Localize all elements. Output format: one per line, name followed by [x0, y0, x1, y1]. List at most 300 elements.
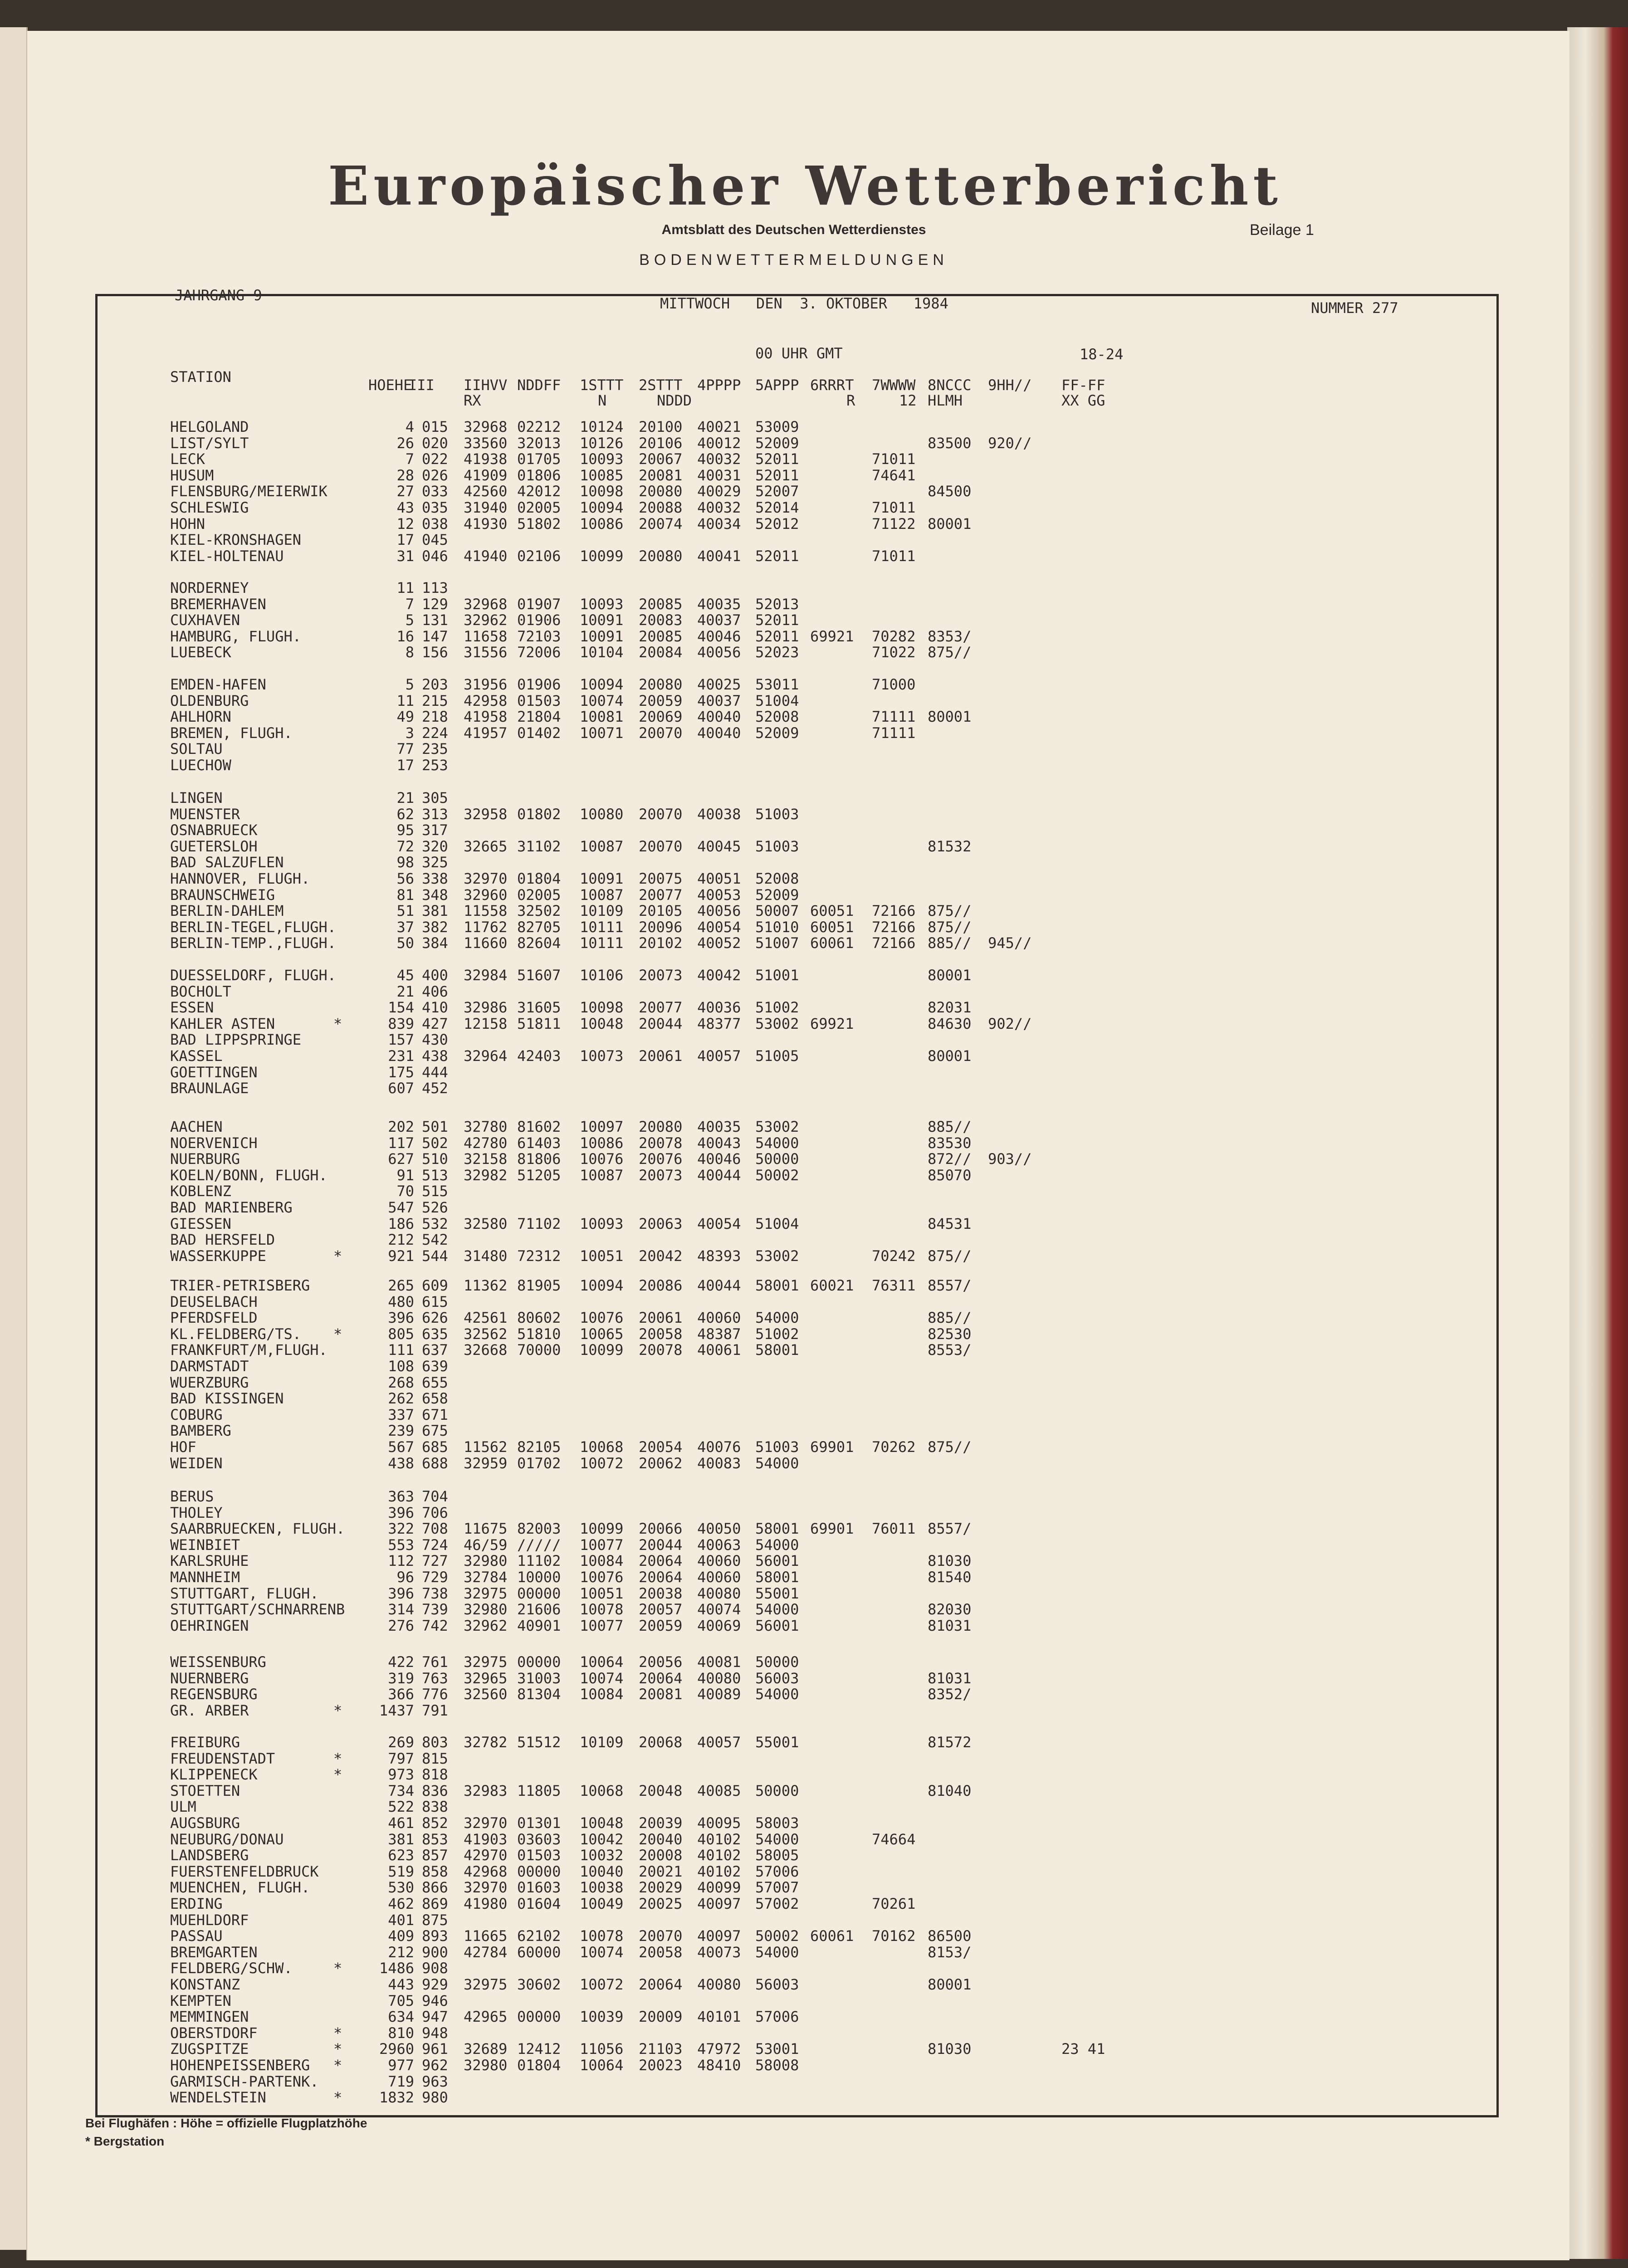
group-nddff: 42012	[517, 483, 561, 500]
station-number: 320	[422, 838, 448, 855]
group-nddff: 71102	[517, 1215, 561, 1232]
group-nddff: 61403	[517, 1134, 561, 1152]
group-7wwww: 70242	[872, 1247, 916, 1265]
column-subheader: 12	[899, 392, 917, 409]
group-8nccc: 8352/	[928, 1686, 972, 1703]
group-4pppp: 40046	[697, 628, 741, 645]
group-1sttt: 10086	[580, 1134, 624, 1152]
group-8nccc: 83530	[928, 1134, 972, 1152]
station-number: 658	[422, 1390, 448, 1407]
elevation: 91	[396, 1167, 414, 1184]
group-4pppp: 40080	[697, 1670, 741, 1687]
group-1sttt: 10077	[580, 1617, 624, 1634]
group-4pppp: 40038	[697, 806, 741, 823]
elevation: 401	[388, 1911, 414, 1929]
group-iihvv: 32970	[464, 1879, 508, 1896]
group-nddff: 00000	[517, 2008, 561, 2025]
station-number: 803	[422, 1734, 448, 1751]
group-4pppp: 40080	[697, 1976, 741, 1993]
group-4pppp: 40051	[697, 870, 741, 887]
group-1sttt: 10074	[580, 692, 624, 709]
group-7wwww: 71111	[872, 708, 916, 725]
group-nddff: 81304	[517, 1686, 561, 1703]
group-1sttt: 10093	[580, 450, 624, 468]
group-2sttt: 20058	[639, 1325, 683, 1343]
group-4pppp: 40099	[697, 1879, 741, 1896]
group-5appp: 50000	[755, 1782, 799, 1799]
station-name: BREMEN, FLUGH.	[170, 724, 293, 742]
group-1sttt: 10085	[580, 467, 624, 484]
group-iihvv: 42970	[464, 1847, 508, 1864]
group-2sttt: 20080	[639, 483, 683, 500]
station-number: 513	[422, 1167, 448, 1184]
group-1sttt: 10051	[580, 1585, 624, 1602]
elevation: 45	[396, 967, 414, 984]
group-5appp: 56003	[755, 1976, 799, 1993]
station-name: LIST/SYLT	[170, 435, 249, 452]
station-number: 325	[422, 854, 448, 871]
elevation: 49	[396, 708, 414, 725]
group-nddff: 31605	[517, 999, 561, 1016]
group-2sttt: 20102	[639, 934, 683, 952]
group-nddff: 30602	[517, 1976, 561, 1993]
group-1sttt: 10077	[580, 1536, 624, 1554]
group-4pppp: 40035	[697, 1118, 741, 1135]
station-number: 348	[422, 886, 448, 904]
group-8nccc: 8353/	[928, 628, 972, 645]
group-4pppp: 47972	[697, 2040, 741, 2058]
elevation: 409	[388, 1927, 414, 1945]
page-title: Europäischer Wetterbericht	[328, 154, 1282, 217]
issue-date: MITTWOCH DEN 3. OKTOBER 1984	[660, 295, 948, 312]
group-4pppp: 40085	[697, 1782, 741, 1799]
station-name: LECK	[170, 450, 205, 468]
column-header: 7WWWW	[872, 376, 916, 394]
group-9hh: 902//	[988, 1015, 1032, 1032]
group-iihvv: 11658	[464, 628, 508, 645]
station-name: BAD HERSFELD	[170, 1231, 275, 1248]
group-5appp: 50007	[755, 902, 799, 919]
elevation: 202	[388, 1118, 414, 1135]
elevation: 607	[388, 1080, 414, 1097]
elevation: 21	[396, 789, 414, 807]
book-spine	[1567, 27, 1628, 2259]
group-nddff: 00000	[517, 1585, 561, 1602]
group-1sttt: 10111	[580, 934, 624, 952]
station-number: 406	[422, 983, 448, 1000]
group-7wwww: 76311	[872, 1277, 916, 1294]
station-name: CUXHAVEN	[170, 611, 240, 629]
group-5appp: 53002	[755, 1247, 799, 1265]
group-nddff: 02005	[517, 499, 561, 516]
group-7wwww: 71122	[872, 515, 916, 533]
elevation: 26	[396, 435, 414, 452]
group-1sttt: 10078	[580, 1927, 624, 1945]
group-5appp: 57002	[755, 1895, 799, 1912]
station-number: 235	[422, 740, 448, 758]
station-name: HANNOVER, FLUGH.	[170, 870, 310, 887]
station-name: DEUSELBACH	[170, 1293, 258, 1310]
group-8nccc: 875//	[928, 902, 972, 919]
elevation: 5	[405, 611, 414, 629]
group-9hh: 903//	[988, 1150, 1032, 1168]
elevation: 705	[388, 1992, 414, 2009]
group-8nccc: 8557/	[928, 1277, 972, 1294]
group-2sttt: 20042	[639, 1247, 683, 1265]
station-name: BAD LIPPSPRINGE	[170, 1031, 301, 1048]
group-1sttt: 10094	[580, 676, 624, 693]
group-5appp: 52007	[755, 483, 799, 500]
station-name: FELDBERG/SCHW.	[170, 1960, 293, 1977]
elevation: 186	[388, 1215, 414, 1232]
station-number: 761	[422, 1653, 448, 1671]
station-number: 704	[422, 1488, 448, 1505]
station-name: BRAUNLAGE	[170, 1080, 249, 1097]
group-5appp: 50002	[755, 1167, 799, 1184]
issue-number: NUMMER 277	[1311, 299, 1398, 317]
group-2sttt: 20106	[639, 435, 683, 452]
station-name: BAMBERG	[170, 1422, 231, 1439]
group-7wwww: 70262	[872, 1438, 916, 1456]
station-number: 381	[422, 902, 448, 919]
station-name: COBURG	[170, 1406, 223, 1423]
group-2sttt: 20077	[639, 999, 683, 1016]
group-5appp: 54000	[755, 1944, 799, 1961]
group-5appp: 50002	[755, 1927, 799, 1945]
group-4pppp: 40032	[697, 450, 741, 468]
group-iihvv: 31940	[464, 499, 508, 516]
station-name: SAARBRUECKEN, FLUGH.	[170, 1520, 345, 1537]
mountain-marker: *	[333, 2089, 342, 2106]
group-2sttt: 20048	[639, 1782, 683, 1799]
mountain-marker: *	[333, 1766, 342, 1783]
station-name: ERDING	[170, 1895, 223, 1912]
group-7wwww: 71011	[872, 499, 916, 516]
group-4pppp: 40060	[697, 1552, 741, 1569]
group-iihvv: 11675	[464, 1520, 508, 1537]
elevation: 396	[388, 1585, 414, 1602]
group-7wwww: 74641	[872, 467, 916, 484]
station-name: KOELN/BONN, FLUGH.	[170, 1167, 328, 1184]
elevation: 381	[388, 1831, 414, 1848]
elevation: 547	[388, 1199, 414, 1216]
group-iihvv: 41957	[464, 724, 508, 742]
group-iihvv: 41909	[464, 467, 508, 484]
group-5appp: 51003	[755, 1438, 799, 1456]
station-number: 946	[422, 1992, 448, 2009]
group-2sttt: 20068	[639, 1734, 683, 1751]
station-number: 452	[422, 1080, 448, 1097]
station-name: GR. ARBER	[170, 1702, 249, 1719]
station-name: HELGOLAND	[170, 418, 249, 435]
station-number: 400	[422, 967, 448, 984]
group-iihvv: 31480	[464, 1247, 508, 1265]
elevation: 5	[405, 676, 414, 693]
station-number: 615	[422, 1293, 448, 1310]
group-2sttt: 20064	[639, 1552, 683, 1569]
group-9hh: 920//	[988, 435, 1032, 452]
group-5appp: 57006	[755, 1863, 799, 1880]
group-5appp: 51004	[755, 692, 799, 709]
station-number: 858	[422, 1863, 448, 1880]
group-iihvv: 41903	[464, 1831, 508, 1848]
group-nddff: 03603	[517, 1831, 561, 1848]
group-4pppp: 40056	[697, 644, 741, 661]
group-5appp: 54000	[755, 1601, 799, 1618]
group-4pppp: 40040	[697, 708, 741, 725]
group-1sttt: 10072	[580, 1455, 624, 1472]
group-iihvv: 33560	[464, 435, 508, 452]
elevation: 530	[388, 1879, 414, 1896]
station-number: 253	[422, 757, 448, 774]
group-2sttt: 20105	[639, 902, 683, 919]
group-nddff: 00000	[517, 1653, 561, 1671]
elevation: 268	[388, 1374, 414, 1391]
group-8nccc: 84630	[928, 1015, 972, 1032]
station-name: KIEL-HOLTENAU	[170, 547, 284, 565]
group-iihvv: 11762	[464, 919, 508, 936]
group-iihvv: 32960	[464, 886, 508, 904]
group-nddff: 01402	[517, 724, 561, 742]
station-number: 893	[422, 1927, 448, 1945]
station-name: FRANKFURT/M,FLUGH.	[170, 1341, 328, 1359]
group-4pppp: 40097	[697, 1895, 741, 1912]
station-name: BERUS	[170, 1488, 214, 1505]
station-number: 866	[422, 1879, 448, 1896]
group-1sttt: 10098	[580, 483, 624, 500]
station-name: FREIBURG	[170, 1734, 240, 1751]
station-name: WEIDEN	[170, 1455, 223, 1472]
group-8nccc: 875//	[928, 919, 972, 936]
group-4pppp: 48393	[697, 1247, 741, 1265]
group-nddff: 82003	[517, 1520, 561, 1537]
group-2sttt: 20056	[639, 1653, 683, 1671]
station-number: 791	[422, 1702, 448, 1719]
group-iihvv: 11562	[464, 1438, 508, 1456]
elevation: 28	[396, 467, 414, 484]
mountain-marker: *	[333, 2057, 342, 2074]
group-2sttt: 20023	[639, 2057, 683, 2074]
elevation: 269	[388, 1734, 414, 1751]
station-name: FLENSBURG/MEIERWIK	[170, 483, 328, 500]
group-iihvv: 32665	[464, 838, 508, 855]
group-1sttt: 10068	[580, 1782, 624, 1799]
group-8nccc: 80001	[928, 1047, 972, 1065]
group-2sttt: 20061	[639, 1047, 683, 1065]
group-4pppp: 40069	[697, 1617, 741, 1634]
station-number: 038	[422, 515, 448, 533]
group-iihvv: 32784	[464, 1569, 508, 1586]
station-number: 045	[422, 531, 448, 548]
group-1sttt: 10109	[580, 902, 624, 919]
group-iihvv: 32975	[464, 1585, 508, 1602]
elevation: 322	[388, 1520, 414, 1537]
group-8nccc: 83500	[928, 435, 972, 452]
group-4pppp: 40034	[697, 515, 741, 533]
elevation: 977	[388, 2057, 414, 2074]
group-iihvv: 42965	[464, 2008, 508, 2025]
group-1sttt: 10080	[580, 806, 624, 823]
station-name: KIEL-KRONSHAGEN	[170, 531, 301, 548]
station-number: 338	[422, 870, 448, 887]
station-name: GUETERSLOH	[170, 838, 258, 855]
station-name: WEINBIET	[170, 1536, 240, 1554]
group-8nccc: 86500	[928, 1927, 972, 1945]
station-name: MUENCHEN, FLUGH.	[170, 1879, 310, 1896]
elevation: 21	[396, 983, 414, 1000]
station-number: 947	[422, 2008, 448, 2025]
elevation: 627	[388, 1150, 414, 1168]
column-header: STATION	[170, 368, 231, 386]
group-1sttt: 10091	[580, 611, 624, 629]
station-number: 875	[422, 1911, 448, 1929]
group-5appp: 53011	[755, 676, 799, 693]
column-header: 9HH//	[988, 376, 1032, 394]
previous-page-edge	[0, 27, 28, 2250]
group-iihvv: 41940	[464, 547, 508, 565]
station-number: 609	[422, 1277, 448, 1294]
station-name: MUENSTER	[170, 806, 240, 823]
group-nddff: 51811	[517, 1015, 561, 1032]
group-5appp: 52011	[755, 450, 799, 468]
station-number: 305	[422, 789, 448, 807]
station-number: 313	[422, 806, 448, 823]
station-name: OEHRINGEN	[170, 1617, 249, 1634]
group-2sttt: 20044	[639, 1536, 683, 1554]
station-number: 444	[422, 1064, 448, 1081]
group-2sttt: 20064	[639, 1976, 683, 1993]
group-iihvv: 32962	[464, 611, 508, 629]
elevation: 396	[388, 1309, 414, 1326]
group-1sttt: 10051	[580, 1247, 624, 1265]
station-name: ZUGSPITZE	[170, 2040, 249, 2058]
group-2sttt: 20061	[639, 1309, 683, 1326]
station-number: 655	[422, 1374, 448, 1391]
group-1sttt: 10042	[580, 1831, 624, 1848]
elevation: 56	[396, 870, 414, 887]
group-5appp: 55001	[755, 1585, 799, 1602]
group-4pppp: 40057	[697, 1734, 741, 1751]
station-number: 857	[422, 1847, 448, 1864]
group-5appp: 52008	[755, 708, 799, 725]
group-2sttt: 20075	[639, 870, 683, 887]
group-1sttt: 10049	[580, 1895, 624, 1912]
footnote-airports: Bei Flughäfen : Höhe = offizielle Flugplatzhöhe	[85, 2116, 367, 2130]
mountain-marker: *	[333, 1750, 342, 1767]
elevation: 72	[396, 838, 414, 855]
group-4pppp: 40063	[697, 1536, 741, 1554]
station-number: 639	[422, 1358, 448, 1375]
station-number: 015	[422, 418, 448, 435]
station-name: AUGSBURG	[170, 1814, 240, 1832]
station-name: WUERZBURG	[170, 1374, 249, 1391]
group-4pppp: 40054	[697, 919, 741, 936]
group-nddff: 01702	[517, 1455, 561, 1472]
station-name: SOLTAU	[170, 740, 223, 758]
mountain-marker: *	[333, 1960, 342, 1977]
station-number: 962	[422, 2057, 448, 2074]
group-8nccc: 885//	[928, 1309, 972, 1326]
elevation: 111	[388, 1341, 414, 1359]
group-nddff: 31003	[517, 1670, 561, 1687]
group-4pppp: 40025	[697, 676, 741, 693]
station-name: BREMGARTEN	[170, 1944, 258, 1961]
group-iihvv: 42780	[464, 1134, 508, 1152]
group-iihvv: 32975	[464, 1976, 508, 1993]
station-number: 224	[422, 724, 448, 742]
group-5appp: 54000	[755, 1134, 799, 1152]
group-4pppp: 40012	[697, 435, 741, 452]
station-name: LUEBECK	[170, 644, 231, 661]
group-5appp: 51007	[755, 934, 799, 952]
station-name: ULM	[170, 1798, 196, 1815]
group-iihvv: 32689	[464, 2040, 508, 2058]
group-2sttt: 20084	[639, 644, 683, 661]
group-1sttt: 10076	[580, 1569, 624, 1586]
group-iihvv: 32962	[464, 1617, 508, 1634]
group-iihvv: 42561	[464, 1309, 508, 1326]
station-number: 147	[422, 628, 448, 645]
group-4pppp: 40083	[697, 1455, 741, 1472]
station-name: PASSAU	[170, 1927, 223, 1945]
elevation: 805	[388, 1325, 414, 1343]
group-nddff: 32502	[517, 902, 561, 919]
group-2sttt: 20025	[639, 1895, 683, 1912]
station-number: 708	[422, 1520, 448, 1537]
group-1sttt: 10099	[580, 1520, 624, 1537]
station-number: 961	[422, 2040, 448, 2058]
group-2sttt: 20096	[639, 919, 683, 936]
group-iihvv: 32580	[464, 1215, 508, 1232]
elevation: 7	[405, 596, 414, 613]
column-header: FF-FF	[1061, 376, 1105, 394]
elevation: 31	[396, 547, 414, 565]
station-number: 724	[422, 1536, 448, 1554]
group-5appp: 57007	[755, 1879, 799, 1896]
group-nddff: 11102	[517, 1552, 561, 1569]
group-8nccc: 885//	[928, 1118, 972, 1135]
group-1sttt: 10087	[580, 886, 624, 904]
group-4pppp: 40044	[697, 1277, 741, 1294]
group-1sttt: 10093	[580, 1215, 624, 1232]
group-2sttt: 20029	[639, 1879, 683, 1896]
group-6rrrt: 60061	[810, 1927, 854, 1945]
group-nddff: 01503	[517, 1847, 561, 1864]
group-8nccc: 81031	[928, 1617, 972, 1634]
group-nddff: 01804	[517, 2057, 561, 2074]
group-5appp: 52011	[755, 467, 799, 484]
station-number: 706	[422, 1504, 448, 1521]
station-number: 836	[422, 1782, 448, 1799]
station-number: 501	[422, 1118, 448, 1135]
column-subheader: RX	[464, 392, 481, 409]
station-number: 869	[422, 1895, 448, 1912]
group-2sttt: 20021	[639, 1863, 683, 1880]
group-5appp: 52011	[755, 628, 799, 645]
station-name: SCHLESWIG	[170, 499, 249, 516]
group-4pppp: 40102	[697, 1863, 741, 1880]
group-2sttt: 20073	[639, 967, 683, 984]
group-2sttt: 20059	[639, 1617, 683, 1634]
group-4pppp: 40060	[697, 1309, 741, 1326]
station-number: 410	[422, 999, 448, 1016]
group-6rrrt: 69921	[810, 628, 854, 645]
elevation: 239	[388, 1422, 414, 1439]
column-header: 8NCCC	[928, 376, 972, 394]
group-7wwww: 70282	[872, 628, 916, 645]
group-iihvv: 31956	[464, 676, 508, 693]
group-nddff: 01906	[517, 676, 561, 693]
